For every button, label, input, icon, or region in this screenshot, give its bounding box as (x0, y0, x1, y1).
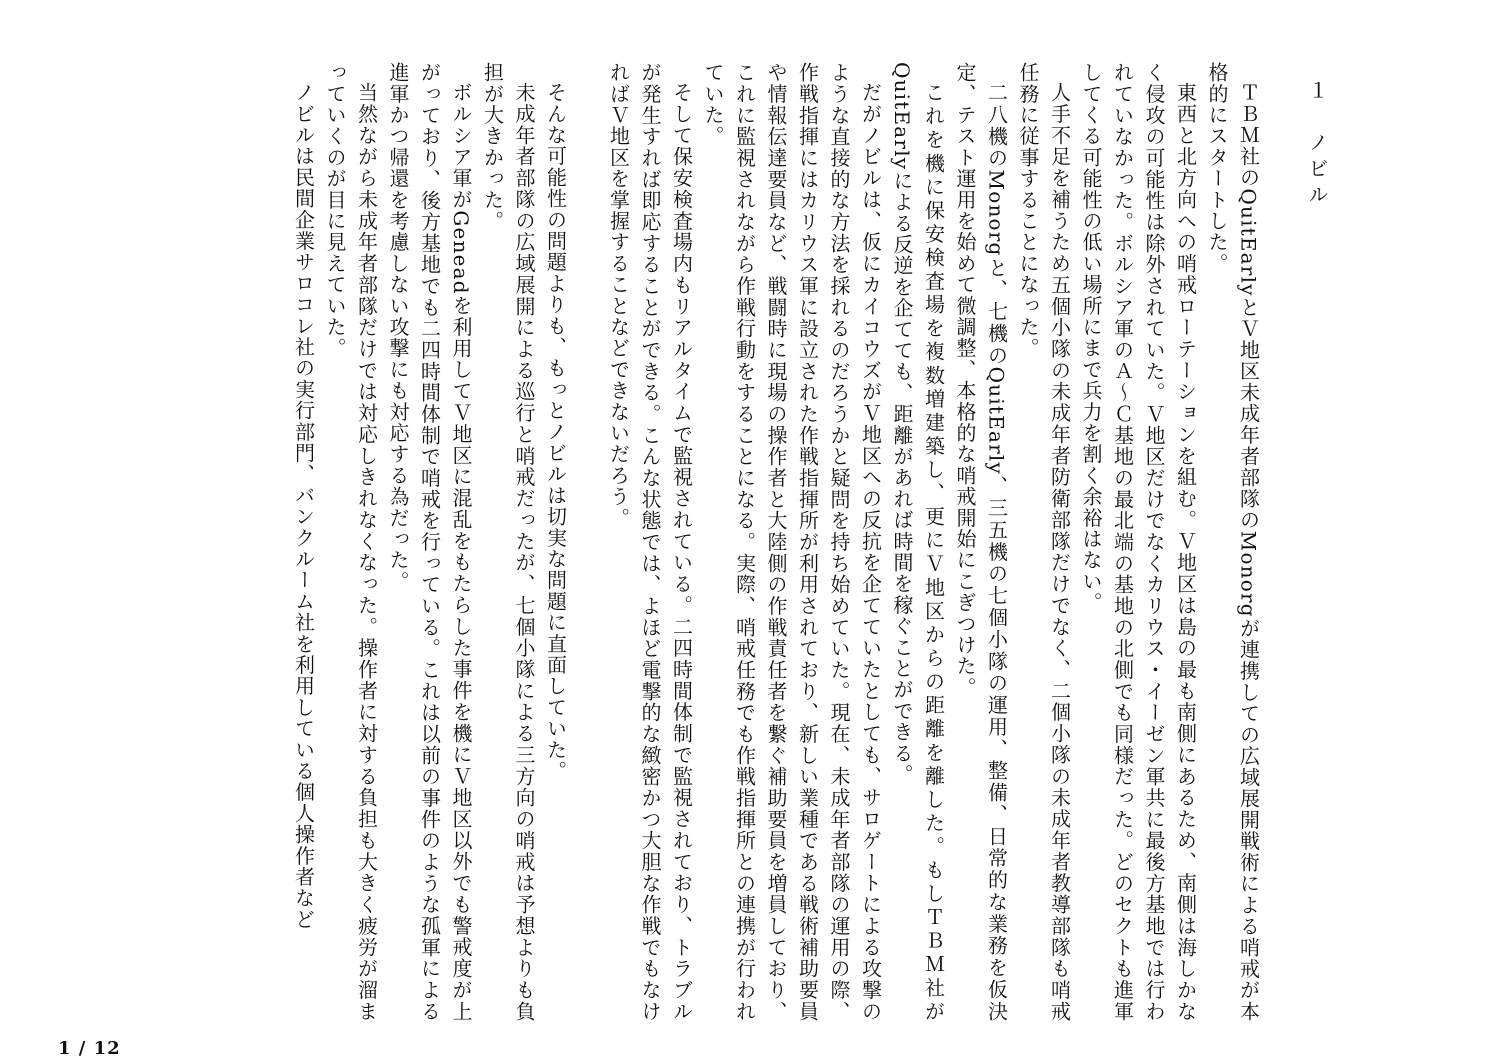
paragraph: 当然ながら未成年者部隊だけでは対応しきれなくなった。操作者に対する負担も大きく疲労が溜まっていくのが目に見えていた。 (323, 62, 379, 1022)
paragraph: ノビルは民間企業サロコレ社の実行部門、バンクルーム社を利用している個人操作者など (291, 82, 316, 930)
paragraph-spacer (571, 62, 603, 1022)
paragraph: そして保安検査場内もリアルタイムで監視されている。二四時間体制で監視されており、トラブルが発生すれば即応することができる。こんな状態では、よほど電撃的な緻密かつ大胆な作戦でもなければＶ地区を掌握することなどできないだろう。 (606, 62, 694, 1022)
paragraph: 人手不足を補うため五個小隊の未成年者防衛部隊だけでなく、二個小隊の未成年者教導部隊も哨戒任務に従事することになった。 (1016, 62, 1072, 1022)
vertical-text-body (112, 62, 1332, 1022)
paragraph: ＴＢＭ社のQuitEarlyとＶ地区未成年者部隊のMonorgが連携しての広域展開戦術による哨戒が本格的にスタートした。 (1205, 62, 1261, 1022)
paragraph: だがノビルは、仮にカイコウズがＶ地区への反抗を企てていたとしても、サロゲートによる攻撃のような直接的な方法を採れるのだろうかと疑問を持ち始めていた。現在、未成年者部隊の運用の際、作戦指揮にはカリウス軍に設立された作戦指揮所が利用されており、新しい業種である戦術補助要員や情報伝達要員など、戦闘時に現場の操作者と大陸側の作戦責任者を繋ぐ補助要員を増員しており、これに監視されながら作戦行動をすることになる。実際、哨戒任務でも作戦指揮所との連携が行われていた。 (701, 62, 883, 1022)
page-number: 1 / 12 (58, 1038, 121, 1059)
paragraph: 未成年者部隊の広域展開による巡行と哨戒だったが、七個小隊による三方向の哨戒は予想よりも負担が大きかった。 (480, 62, 536, 1022)
paragraph: そんな可能性の問題よりも、もっとノビルは切実な問題に直面していた。 (543, 82, 568, 782)
paragraph: ボルシア軍がGeneadを利用してＶ地区に混乱をもたらした事件を機にＶ地区以外でも警戒度が上がっており、後方基地でも二四時間体制で哨戒を行っている。これは以前の事件のような孤軍による進軍かつ帰還を考慮しない攻撃にも対応する為だった。 (386, 62, 473, 1022)
chapter-title: １ ノビル (1305, 80, 1329, 210)
paragraph: 二八機のMonorgと、七機のQuitEarly、三五機の七個小隊の運用、整備、日常的な業務を仮決定、テスト運用を始めて微調整、本格的な哨戒開始にこぎつけた。 (953, 62, 1009, 1022)
paragraph: これを機に保安検査場を複数増建築し、更にＶ地区からの距離を離した。もしＴＢＭ社がQuitEarlyによる反逆を企てても、距離があれば時間を稼ぐことができる。 (890, 62, 946, 1022)
paragraph: 東西と北方向への哨戒ローテーションを組む。Ｖ地区は島の最も南側にあるため、南側は海しかなく侵攻の可能性は除外されていた。Ｖ地区だけでなくカリウス・イーゼン軍共に最後方基地では行われていなかった。ボルシア軍のＡ～Ｃ基地の最北端の基地の北側でも同様だった。どのセクトも進軍してくる可能性の低い場所にまで兵力を割く余裕はない。 (1079, 62, 1198, 1022)
